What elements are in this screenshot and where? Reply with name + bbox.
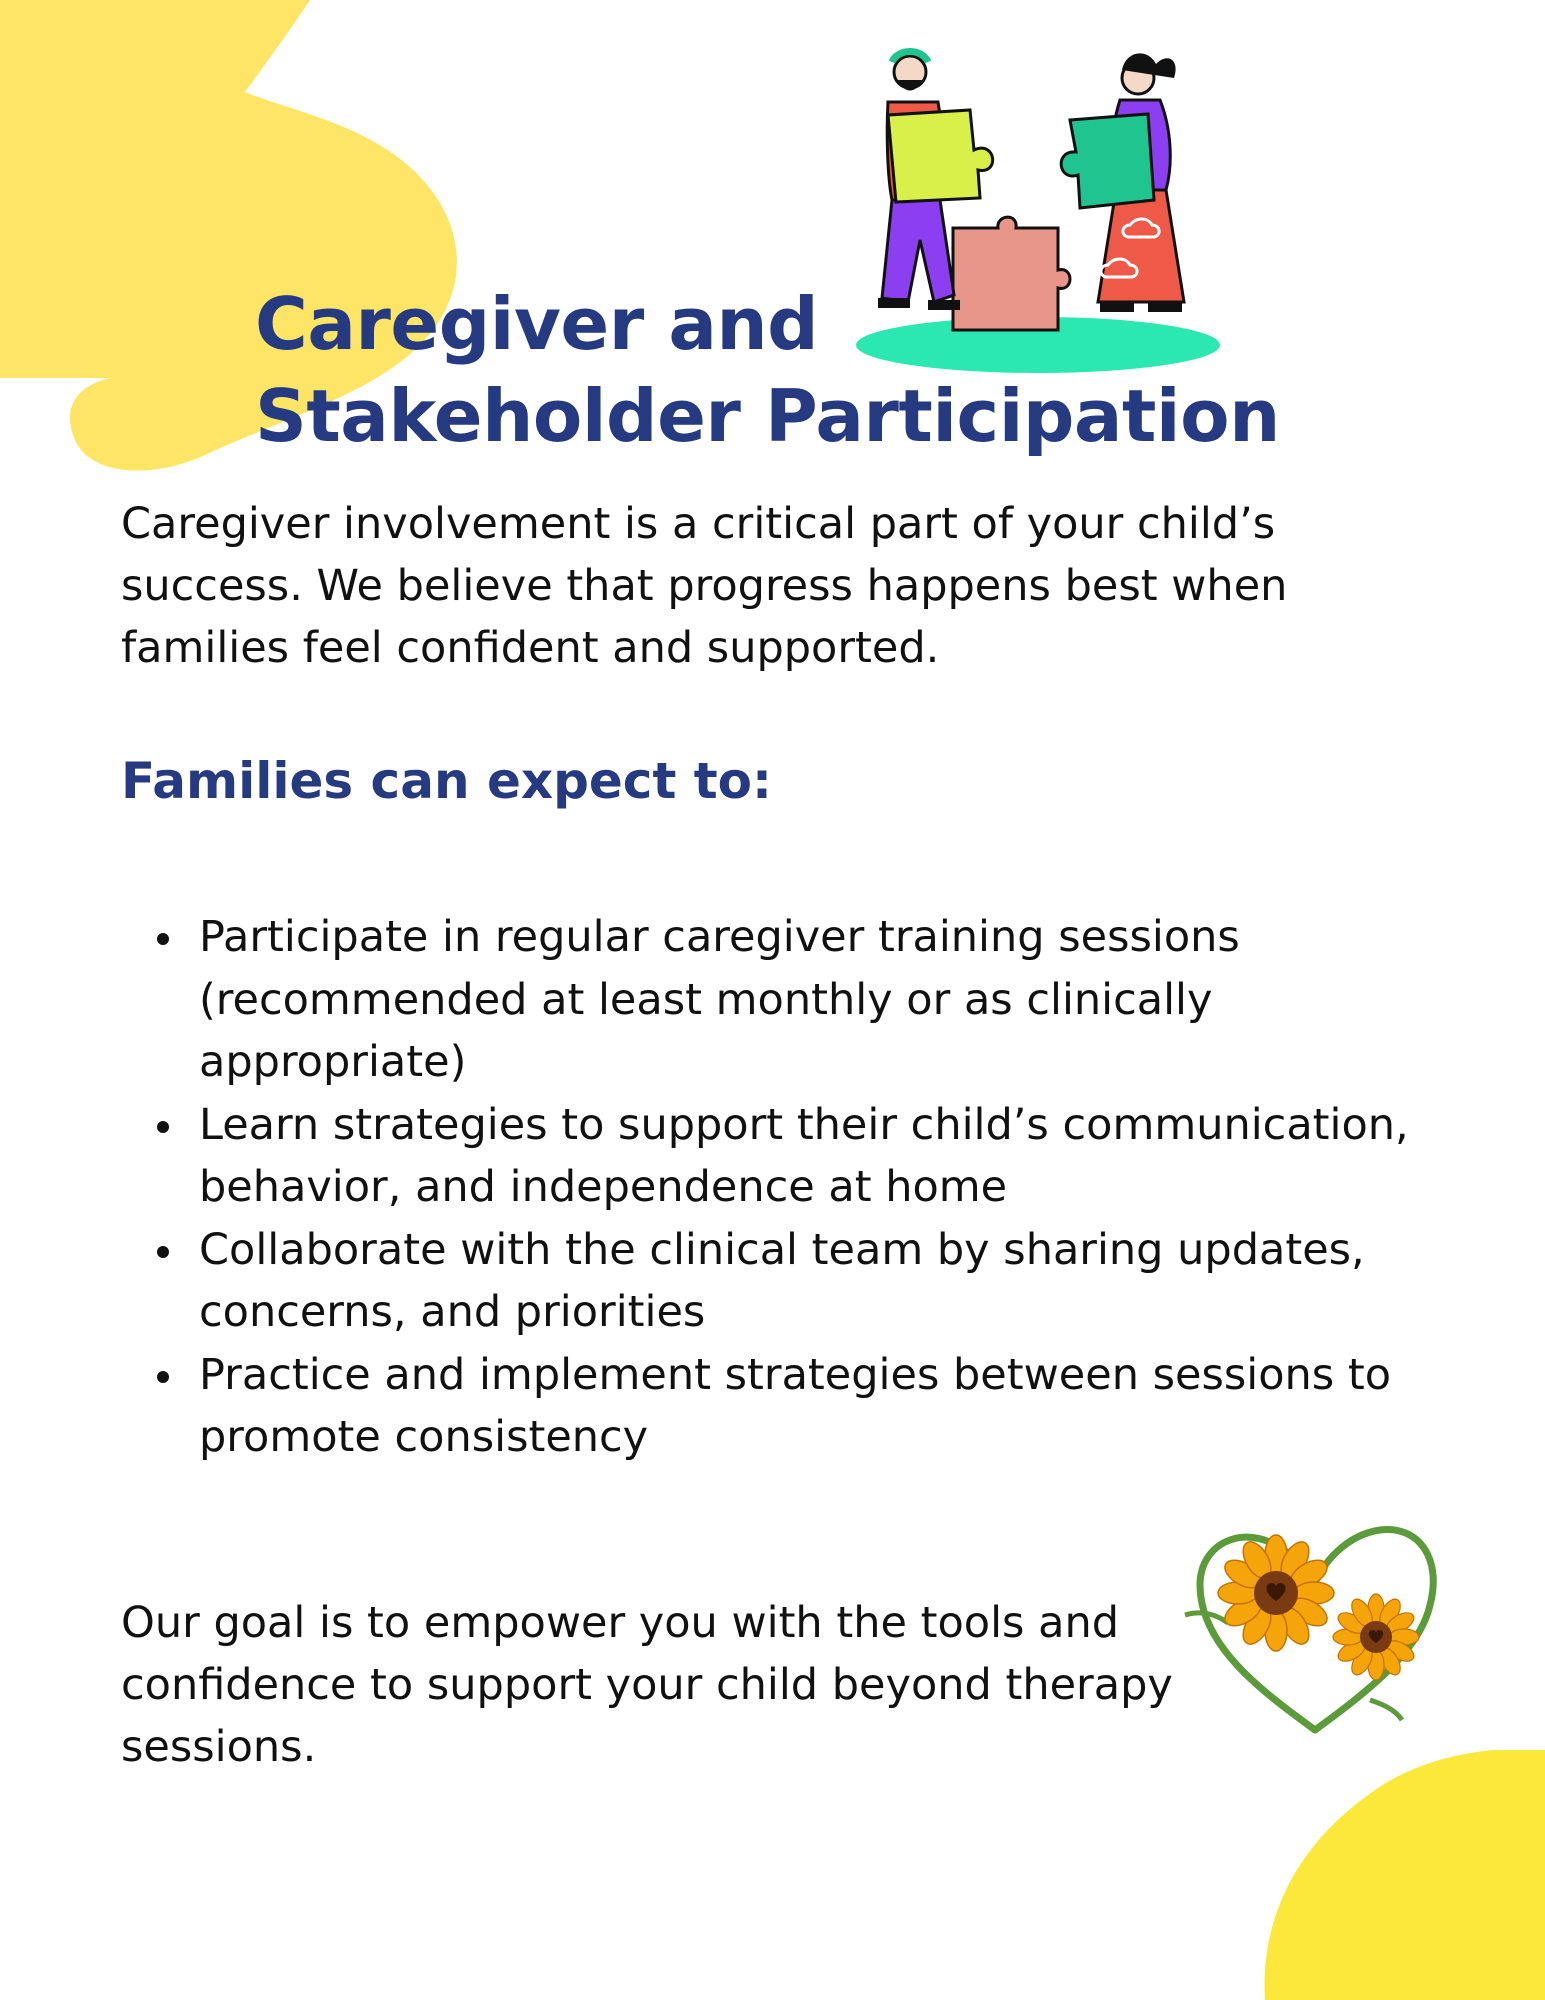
yellow-blob-bottom-right <box>1225 1750 1545 2000</box>
sunflower-heart-icon <box>1180 1505 1450 1735</box>
list-item: Learn strategies to support their child’s communication, behavior, and independence at home <box>121 1094 1441 1219</box>
list-item: Participate in regular caregiver training sessions (recommended at least monthly or as clinically appropriate) <box>121 906 1441 1094</box>
list-item: Collaborate with the clinical team by sharing updates, concerns, and priorities <box>121 1219 1441 1344</box>
intro-paragraph: Caregiver involvement is a critical part of your child’s success. We believe that progress happens best when families feel confident and supported. <box>121 499 1288 673</box>
page-title <box>255 278 1280 462</box>
closing-paragraph: Our goal is to empower you with the tools and confidence to support your child beyond therapy sessions. <box>121 1598 1173 1772</box>
expectations-heading: Families can expect to: <box>121 752 773 810</box>
list-item: Practice and implement strategies between sessions to promote consistency <box>121 1344 1441 1469</box>
title-line-1: Caregiver and <box>255 282 819 366</box>
expectations-list <box>121 906 1441 1469</box>
title-line-2: Stakeholder Participation <box>255 374 1280 458</box>
